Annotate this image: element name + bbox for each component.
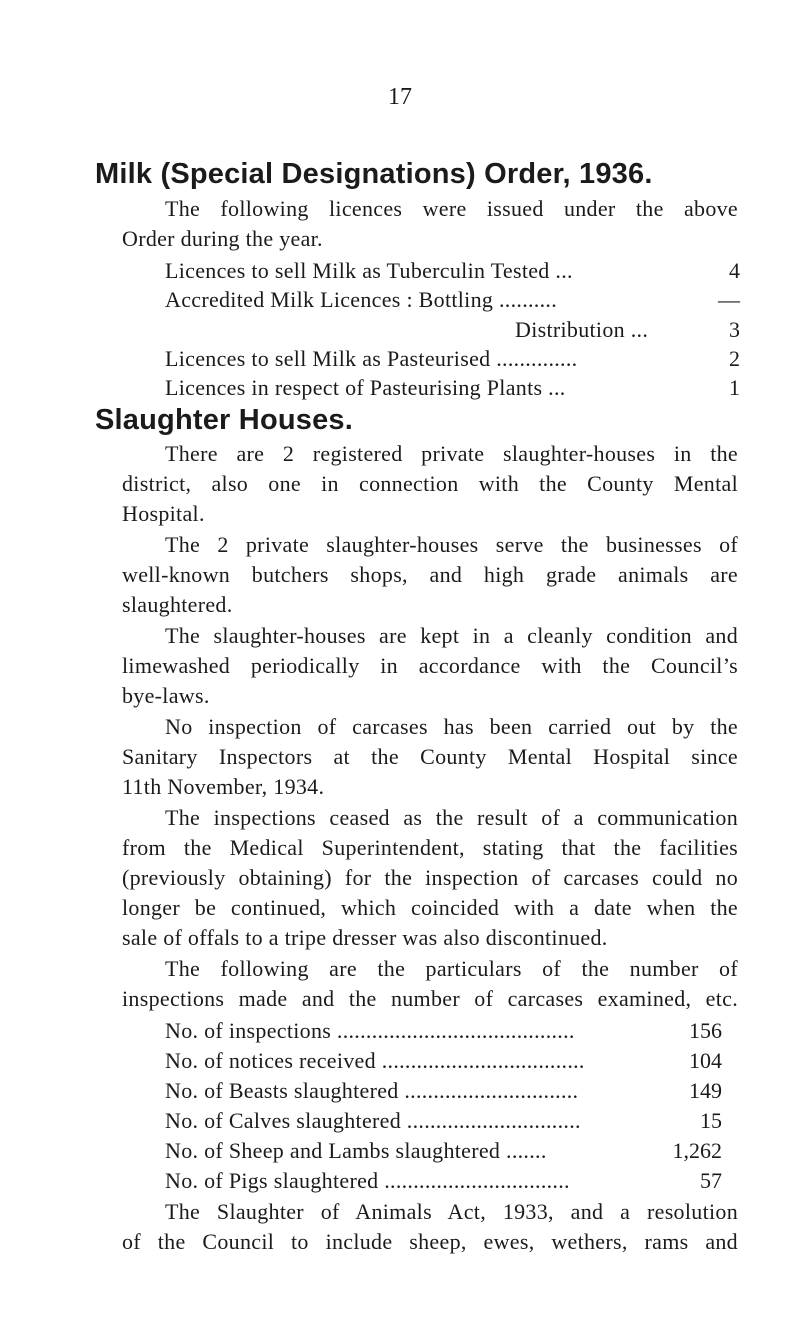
licence-value: 3 <box>729 317 740 342</box>
paragraph-line: Sanitary Inspectors at the County Mental Hospital since <box>122 744 738 769</box>
paragraph-line: district, also one in connection with the County Mental <box>122 471 738 496</box>
paragraph-line: well-known butchers shops, and high grade animals are <box>122 562 738 587</box>
paragraph-line: 11th November, 1934. <box>122 774 325 799</box>
paragraph-line: There are 2 registered private slaughter-houses in the <box>165 441 738 466</box>
paragraph-line: of the Council to include sheep, ewes, wethers, rams and <box>122 1229 738 1254</box>
paragraph-line: slaughtered. <box>122 592 233 617</box>
licence-label: Licences to sell Milk as Pasteurised .............. <box>165 346 578 371</box>
licence-label: Distribution ... <box>515 317 649 342</box>
paragraph-line: The inspections ceased as the result of a communication <box>165 805 738 830</box>
inspection-label: No. of Pigs slaughtered ................................ <box>165 1168 570 1193</box>
licence-value: 4 <box>729 258 740 283</box>
milk-intro-line: Order during the year. <box>122 226 323 251</box>
licence-value: — <box>718 287 740 312</box>
paragraph-line: longer be continued, which coincided with a date when the <box>122 895 738 920</box>
paragraph-line: limewashed periodically in accordance with the Council’s <box>122 653 738 678</box>
paragraph-line: The following are the particulars of the number of <box>165 956 738 981</box>
milk-intro-line: The following licences were issued under the above <box>165 196 738 221</box>
inspection-label: No. of Calves slaughtered .............................. <box>165 1108 581 1133</box>
inspection-label: No. of Sheep and Lambs slaughtered ....... <box>165 1138 547 1163</box>
inspection-label: No. of Beasts slaughtered .............................. <box>165 1078 579 1103</box>
paragraph-line: bye-laws. <box>122 683 210 708</box>
inspection-value: 57 <box>700 1168 722 1193</box>
licence-value: 1 <box>729 375 740 400</box>
licence-label: Accredited Milk Licences : Bottling .......... <box>165 287 557 312</box>
paragraph-line: The Slaughter of Animals Act, 1933, and a resolution <box>165 1199 738 1224</box>
licence-label: Licences in respect of Pasteurising Plants ... <box>165 375 566 400</box>
inspection-label: No. of notices received ................................... <box>165 1048 585 1073</box>
milk-heading: Milk (Special Designations) Order, 1936. <box>95 158 653 190</box>
paragraph-line: No inspection of carcases has been carried out by the <box>165 714 738 739</box>
paragraph-line: inspections made and the number of carcases examined, etc. <box>122 986 738 1011</box>
inspection-value: 15 <box>700 1108 722 1133</box>
inspection-value: 156 <box>689 1018 722 1043</box>
paragraph-line: (previously obtaining) for the inspection of carcases could no <box>122 865 738 890</box>
licence-value: 2 <box>729 346 740 371</box>
page-number: 17 <box>388 84 412 110</box>
paragraph-line: Hospital. <box>122 501 205 526</box>
inspection-label: No. of inspections ......................................... <box>165 1018 575 1043</box>
inspection-value: 104 <box>689 1048 722 1073</box>
paragraph-line: The 2 private slaughter-houses serve the businesses of <box>165 532 738 557</box>
licence-label: Licences to sell Milk as Tuberculin Tested ... <box>165 258 573 283</box>
inspection-value: 1,262 <box>672 1138 722 1163</box>
paragraph-line: from the Medical Superintendent, stating that the facilities <box>122 835 738 860</box>
inspection-value: 149 <box>689 1078 722 1103</box>
slaughter-heading: Slaughter Houses. <box>95 404 354 436</box>
paragraph-line: sale of offals to a tripe dresser was also discontinued. <box>122 925 608 950</box>
paragraph-line: The slaughter-houses are kept in a cleanly condition and <box>165 623 738 648</box>
